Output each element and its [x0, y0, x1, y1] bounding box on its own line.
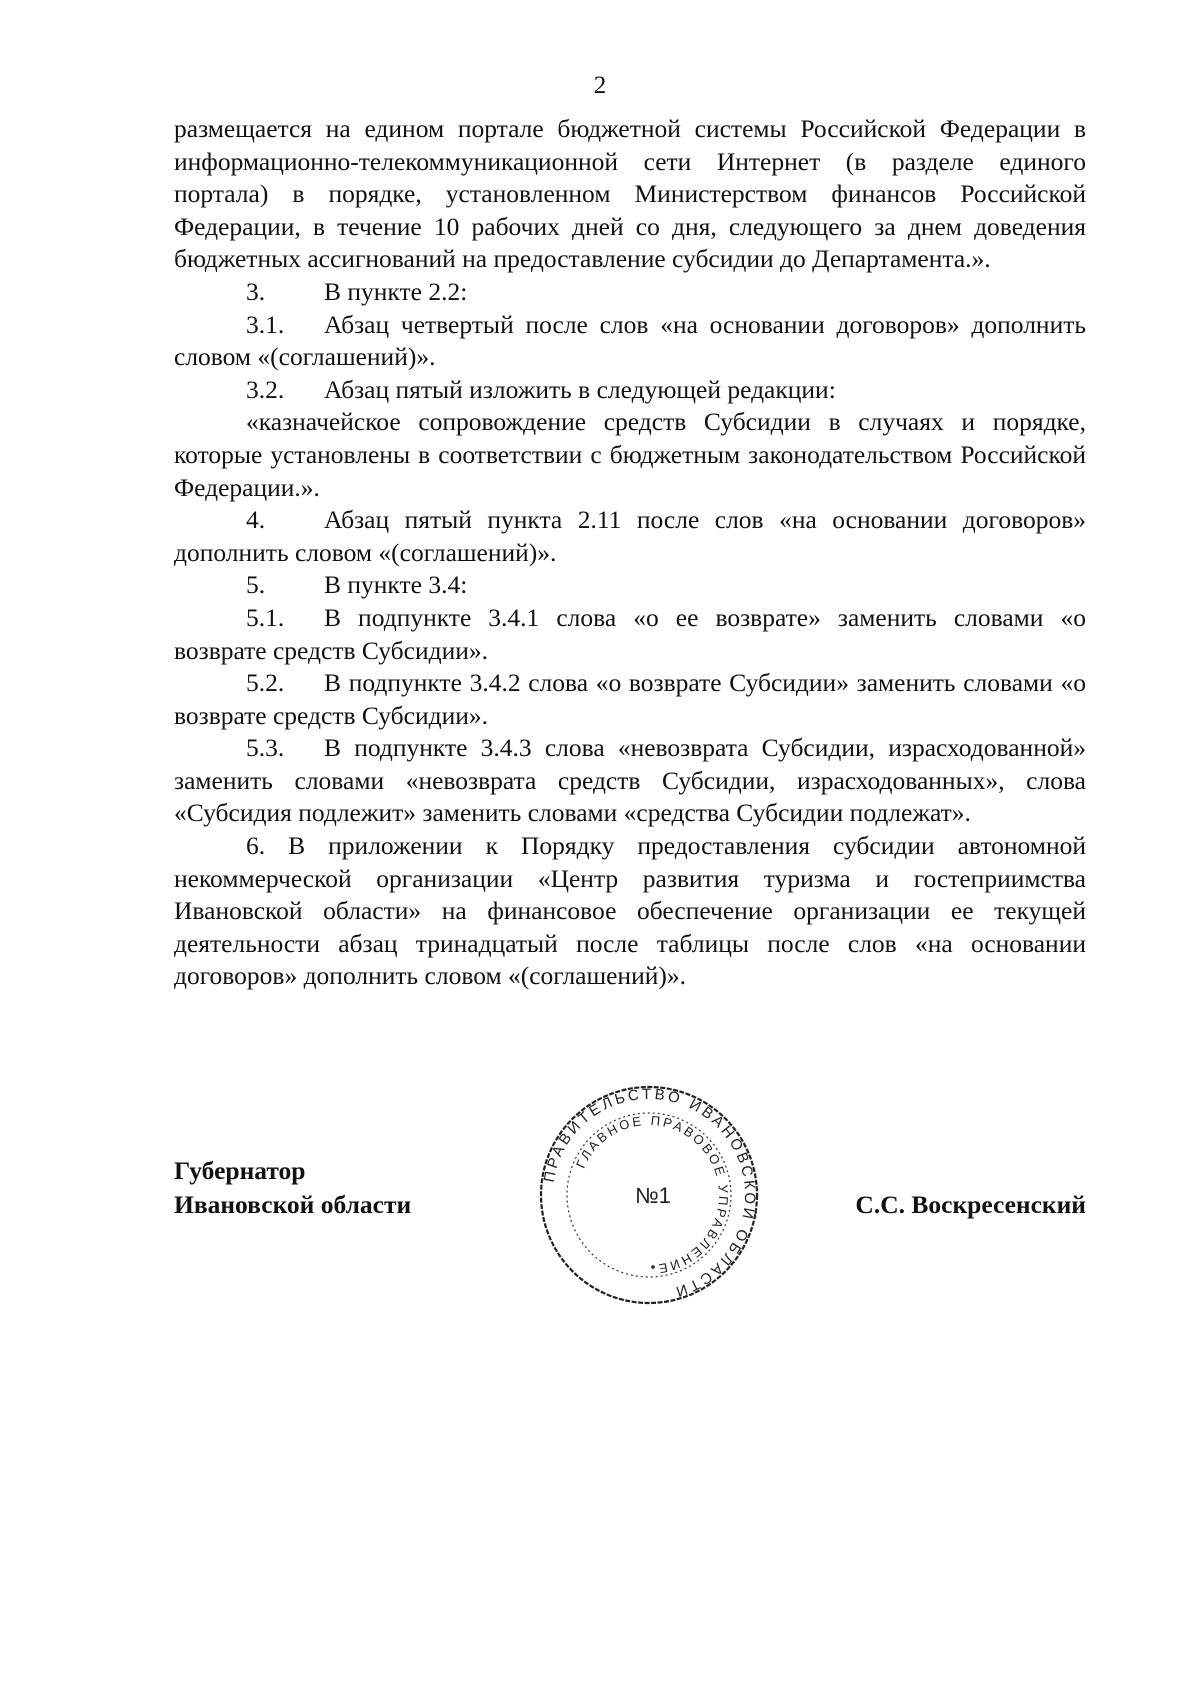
paragraph-continuation: [174, 113, 1086, 276]
paragraph-item-3-1: [174, 309, 1086, 374]
item-number: 5.3.: [246, 733, 285, 763]
paragraph-item-5-3: [174, 732, 1086, 830]
paragraph-item-4: [174, 504, 1086, 569]
paragraph-item-5: [174, 569, 1086, 602]
document-body: [174, 113, 1086, 993]
paragraph-text: Абзац пятый пункта 2.11 после слов «на основании договоров» дополнить словом «(соглашений)».: [174, 505, 1086, 567]
paragraph-quote: [174, 406, 1086, 504]
item-number: 3.1.: [246, 309, 285, 339]
paragraph-item-6: [174, 830, 1086, 993]
page-number: 2: [593, 72, 607, 99]
signatory-position-line2: Ивановской области: [174, 1190, 412, 1219]
stamp-seal-icon: [535, 1081, 763, 1309]
paragraph-text: В подпункте 3.4.1 слова «о ее возврате» заменить словами «о возврате средств Субсидии».: [174, 602, 1086, 665]
stamp-center-number: №1: [635, 1183, 671, 1208]
stamp-inner-ring-text: ГЛАВНОЕ ПРАВОВОЕ УПРАВЛЕНИЕ: [572, 1112, 732, 1277]
item-number: 5.: [246, 570, 266, 600]
paragraph-item-5-2: [174, 667, 1086, 732]
official-stamp: [535, 1081, 763, 1309]
signatory-name: С.С. Воскресенский: [855, 1190, 1086, 1219]
paragraph-text: 6. В приложении к Порядку предоставления субсидии автономной некоммерческой организации «Центр развития туризма и гостеприимства Ивановской области» на финансовое обеспечение организации ее текущей деятельности абзац тринадцатый после таблицы после слов «на основании договоров» дополнить словом «(соглашений)».: [174, 831, 1086, 991]
item-number: 5.2.: [246, 668, 285, 698]
paragraph-item-3: [174, 276, 1086, 309]
paragraph-item-3-2: [174, 374, 1086, 407]
paragraph-text: «казначейское сопровождение средств Субсидии в случаях и порядке, которые установлены в соответствии с бюджетным законодательством Российской Федерации.».: [174, 407, 1086, 502]
item-number: 3.: [246, 276, 266, 306]
item-number: 4.: [246, 505, 266, 535]
paragraph-text: В пункте 3.4:: [324, 570, 468, 600]
signatory-position: [174, 1154, 411, 1222]
stamp-outer-ring-text: ПРАВИТЕЛЬСТВО ИВАНОВСКОЙ ОБЛАСТИ: [540, 1085, 759, 1301]
paragraph-text: В подпункте 3.4.3 слова «невозврата Субсидии, израсходованной» заменить словами «невозврата средств Субсидии, израсходованных», слова «Субсидия подлежит» заменить словами «средства Субсидии подлежат».: [174, 733, 1086, 828]
item-number: 3.2.: [246, 374, 285, 404]
stamp-dot: [651, 1265, 655, 1269]
signatory-position-line1: Губернатор: [174, 1156, 306, 1185]
item-number: 5.1.: [246, 602, 285, 632]
paragraph-text: Абзац четвертый после слов «на основании договоров» дополнить словом «(соглашений)».: [174, 309, 1086, 372]
paragraph-item-5-1: [174, 602, 1086, 667]
paragraph-text: Абзац пятый изложить в следующей редакции:: [324, 374, 836, 404]
paragraph-text: размещается на едином портале бюджетной системы Российской Федерации в информационно-телекоммуникационной сети Интернет (в разделе единого портала) в порядке, установленном Министерством финансов Российской Федерации, в течение 10 рабочих дней со дня, следующего за днем доведения бюджетных ассигнований на предоставление субсидии до Департамента.».: [174, 114, 1086, 274]
paragraph-text: В пункте 2.2:: [324, 276, 468, 306]
paragraph-text: В подпункте 3.4.2 слова «о возврате Субсидии» заменить словами «о возврате средств Субсидии».: [174, 668, 1086, 730]
